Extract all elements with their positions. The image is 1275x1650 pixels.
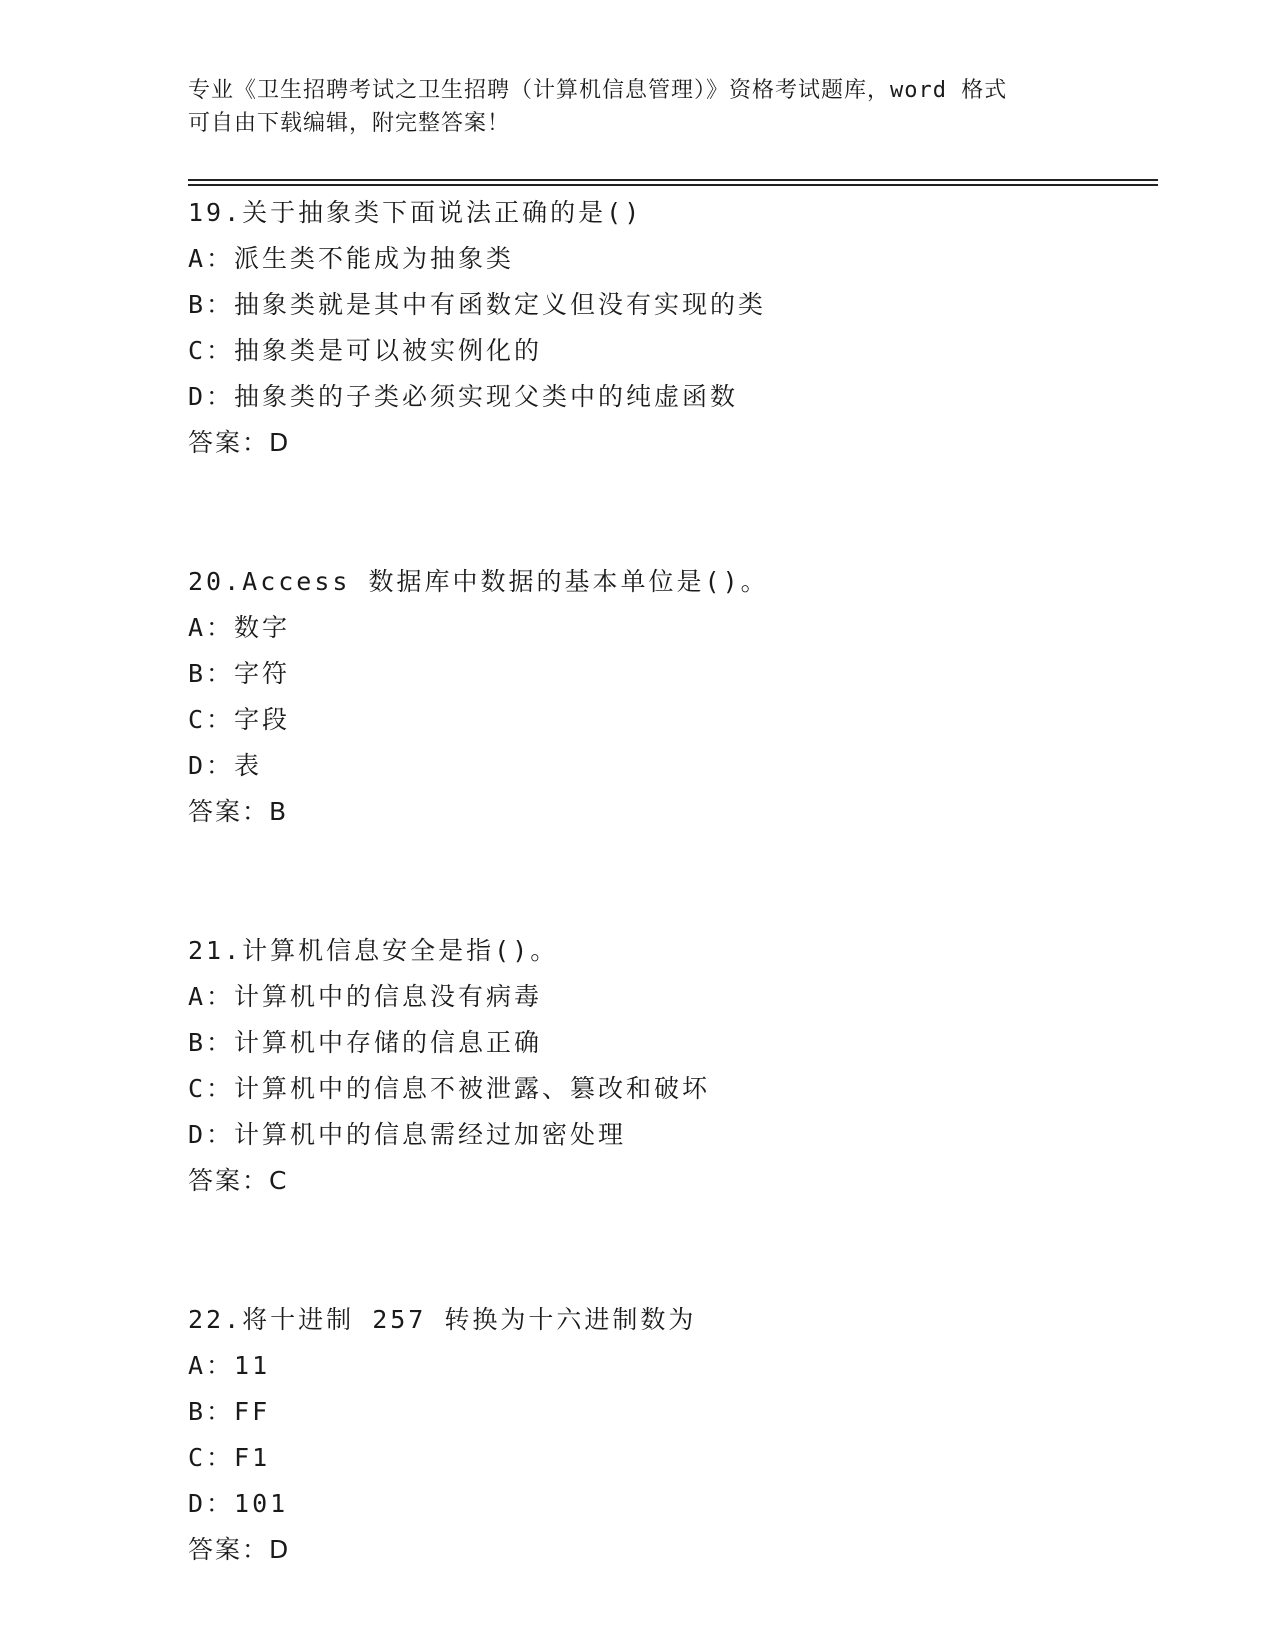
question-20 [188,559,1168,928]
option-d: D：表 [188,751,263,780]
answer-line: 答案：D [188,428,291,457]
question-list [188,190,1168,1573]
option-a: A：数字 [188,613,291,642]
option-c: C：字段 [188,705,291,734]
question-22 [188,1297,1168,1573]
question-stem: 19.关于抽象类下面说法正确的是() [188,198,643,227]
header-divider-top [188,179,1158,181]
document-header [188,74,1068,140]
option-a: A：计算机中的信息没有病毒 [188,982,543,1011]
answer-line: 答案：B [188,797,289,826]
option-b: B：计算机中存储的信息正确 [188,1028,543,1057]
option-c: C：计算机中的信息不被泄露、篡改和破坏 [188,1074,711,1103]
option-c: C：抽象类是可以被实例化的 [188,336,543,365]
question-spacer [188,466,1168,559]
option-d: D：101 [188,1489,289,1518]
option-d: D：计算机中的信息需经过加密处理 [188,1120,627,1149]
answer-line: 答案：D [188,1535,291,1564]
question-stem: 21.计算机信息安全是指()。 [188,936,559,965]
question-stem: 22.将十进制 257 转换为十六进制数为 [188,1305,697,1334]
option-b: B：抽象类就是其中有函数定义但没有实现的类 [188,290,767,319]
answer-line: 答案：C [188,1166,289,1195]
option-b: B：FF [188,1397,271,1426]
header-line-1: 专业《卫生招聘考试之卫生招聘（计算机信息管理）》资格考试题库，word 格式 [188,78,1008,103]
question-spacer [188,835,1168,928]
option-a: A：11 [188,1351,271,1380]
question-19 [188,190,1168,559]
question-spacer [188,1204,1168,1297]
header-line-2: 可自由下载编辑，附完整答案！ [188,111,511,136]
option-d: D：抽象类的子类必须实现父类中的纯虚函数 [188,382,739,411]
option-a: A：派生类不能成为抽象类 [188,244,515,273]
question-21 [188,928,1168,1297]
header-divider-bottom [188,184,1158,186]
option-c: C：F1 [188,1443,271,1472]
question-stem: 20.Access 数据库中数据的基本单位是()。 [188,567,769,596]
option-b: B：字符 [188,659,291,688]
